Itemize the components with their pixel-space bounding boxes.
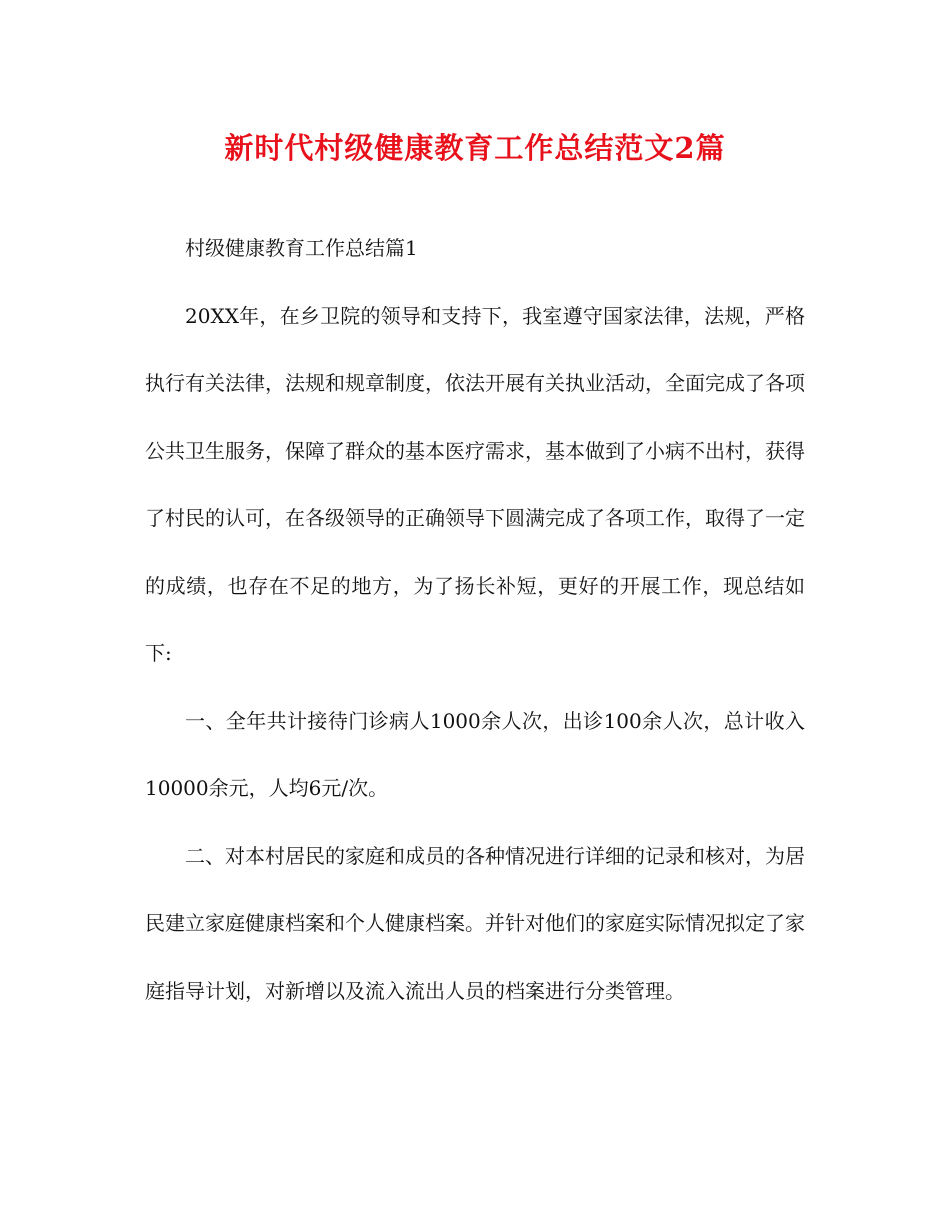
paragraph-item-2: 二、对本村居民的家庭和成员的各种情况进行详细的记录和核对，为居民建立家庭健康档案和个人健康档案。并针对他们的家庭实际情况拟定了家庭指导计划，对新增以及流入流出人员的档案进行分类管理。 <box>145 843 805 1003</box>
paragraph-item-1: 一、全年共计接待门诊病人1000余人次，出诊100余人次，总计收入10000余元，人均6元/次。 <box>145 708 805 800</box>
paragraph-intro: 20XX年，在乡卫院的领导和支持下，我室遵守国家法律，法规，严格执行有关法律，法规和规章制度，依法开展有关执业活动，全面完成了各项公共卫生服务，保障了群众的基本医疗需求，基本做到了小病不出村，获得了村民的认可，在各级领导的正确领导下圆满完成了各项工作，取得了一定的成绩，也存在不足的地方，为了扬长补短，更好的开展工作，现总结如下: <box>145 303 805 665</box>
section-heading: 村级健康教育工作总结篇1 <box>185 236 418 260</box>
document-body <box>145 215 805 1025</box>
document-title: 新时代村级健康教育工作总结范文2篇 <box>224 131 726 165</box>
